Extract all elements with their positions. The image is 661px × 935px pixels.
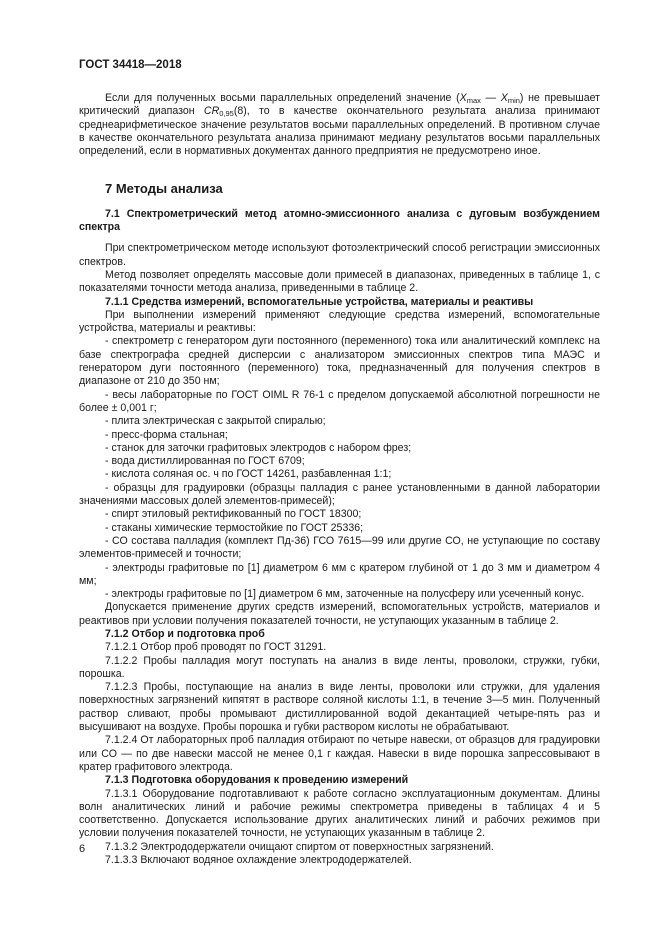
list-item: - электроды графитовые по [1] диаметром 6 мм с кратером глубиной от 1 до 3 мм и диаметром 4 мм; — [79, 561, 600, 587]
paragraph: 7.1.2.1 Отбор проб проводят по ГОСТ 31291. — [105, 641, 327, 654]
x-symbol: X — [459, 92, 467, 104]
list-item: - электроды графитовые по [1] диаметром 6 мм, заточенные на полусферу или усеченный конус. — [105, 588, 585, 601]
page-number: 6 — [79, 843, 86, 855]
list-item: - спектрометр с генератором дуги постоянного (переменного) тока или аналитический комплекс на базе спектрографа средней дисперсии с анализатором эмиссионных спектров типа МАЭС и генератором дуги постоянного (переменного) тока, предназначенный для получения спектров в диапазоне от 210 до 350 нм; — [79, 335, 600, 388]
list-item: - спирт этиловый ректификованный по ГОСТ 18300; — [105, 508, 362, 521]
paragraph: 7.1.2.2 Пробы палладия могут поступать на анализ в виде ленты, проволоки, стружки, губки, порошка. — [79, 654, 600, 680]
list-item: - станок для заточки графитовых электродов с набором фрез; — [105, 441, 412, 454]
paragraph: 7.1.3.1 Оборудование подготавливают к работе согласно эксплуатационным документам. Длины волн аналитических линий и рабочие режимы спектрометра приведены в таблицах 4 и 5 соответственно. Допускается использование других аналитических линий и рабочих режимов при условии получения показателей точности, не уступающих указанным в таблице 2. — [79, 787, 600, 840]
list-item: - вода дистиллированная по ГОСТ 6709; — [105, 455, 305, 468]
list-item: - весы лабораторные по ГОСТ OIML R 76-1 с пределом допускаемой абсолютной погрешности не более ± 0,001 г; — [79, 388, 600, 414]
document-header: ГОСТ 34418—2018 — [79, 59, 182, 71]
paragraph: Метод позволяет определять массовые доли примесей в диапазонах, приведенных в таблице 1, с показателями точности метода анализа, приведенными в таблице 2. — [79, 268, 600, 295]
min-subscript: min — [507, 96, 520, 105]
list-item: - стаканы химические термостойкие по ГОСТ 25336; — [105, 521, 364, 534]
paragraph: 7.1.3.3 Включают водяное охлаждение электрододержателей. — [105, 854, 412, 867]
paragraph: Допускается применение других средств измерений, вспомогательных устройств, материалов и реактивов при условии получения показателей точности, не уступающих указанным в таблице 2. — [79, 601, 600, 627]
list-item: - кислота соляная ос. ч по ГОСТ 14261, разбавленная 1:1; — [105, 468, 392, 481]
list-item: - пресс-форма стальная; — [105, 428, 228, 441]
x-symbol: X — [500, 92, 508, 104]
cr-symbol: CR — [203, 105, 220, 118]
equipment-list — [79, 335, 600, 601]
list-item: - образцы для градуировки (образцы палладия с ранее установленными в данной лаборатории значениями массовых долей элементов-примесей); — [79, 481, 600, 508]
section-7-1-3-heading: 7.1.3 Подготовка оборудования к проведению измерений — [105, 774, 409, 787]
paragraph: 7.1.2.4 От лабораторных проб палладия отбирают по четыре навески, от образцов для градуировки или СО — по две навески массой не менее 0,1 г каждая. Навески в виде порошка запрессовывают в кратер графитового электрода. — [79, 734, 600, 773]
list-item: - СО состава палладия (комплект Пд-36) ГСО 7615—99 или другие СО, не уступающие по составу элементов-примесей и точности; — [79, 534, 600, 561]
intro-text-c: (8), то в качестве окончательного результата анализа принимают среднеарифметическое значение результатов восьми параллельных определений. В противном случае в качестве окончательного результата анализа принимают медиану результатов восьми параллельных определений, если в нормативных документах данного предприятия не предусмотрено иное. — [79, 105, 600, 158]
section-7-1-2-heading: 7.1.2 Отбор и подготовка проб — [105, 627, 265, 640]
list-item: - плита электрическая с закрытой спиралью; — [105, 415, 326, 428]
paragraph: 7.1.2.3 Пробы, поступающие на анализ в виде ленты, проволоки или стружки, для удаления поверхностных загрязнений кипятят в растворе соляной кислоты 1:1, в течение 3—5 мин. Полученный раствор сливают, пробы промывают дистиллированной водой декантацией четыре-пять раз и высушивают на воздухе. Пробы порошка и губки раствором кислоты не обрабатывают. — [79, 681, 600, 734]
paragraph: 7.1.3.2 Электрододержатели очищают спиртом от поверхностных загрязнений. — [105, 840, 494, 853]
section-7-1-1-heading: 7.1.1 Средства измерений, вспомогательные устройства, материалы и реактивы — [105, 295, 534, 308]
intro-text-a: Если для полученных восьми параллельных определений значение ( — [105, 92, 460, 104]
max-subscript: max — [466, 96, 481, 105]
intro-text-b: ) не превышает критический диапазон — [79, 92, 601, 118]
cr-subscript: 0,95 — [219, 109, 234, 119]
paragraph: При выполнении измерений применяют следующие средства измерений, вспомогательные устройства, материалы и реактивы: — [79, 308, 600, 335]
paragraph: При спектрометрическом методе используют фотоэлектрический способ регистрации эмиссионных спектров. — [79, 242, 600, 268]
page-body — [79, 92, 600, 867]
section-7-1-heading: 7.1 Спектрометрический метод атомно-эмиссионного анализа с дуговым возбуждением спектра — [79, 207, 600, 234]
section-7-heading: 7 Методы анализа — [105, 181, 223, 197]
intro-paragraph — [79, 92, 600, 158]
minus-sign: — — [480, 92, 501, 104]
